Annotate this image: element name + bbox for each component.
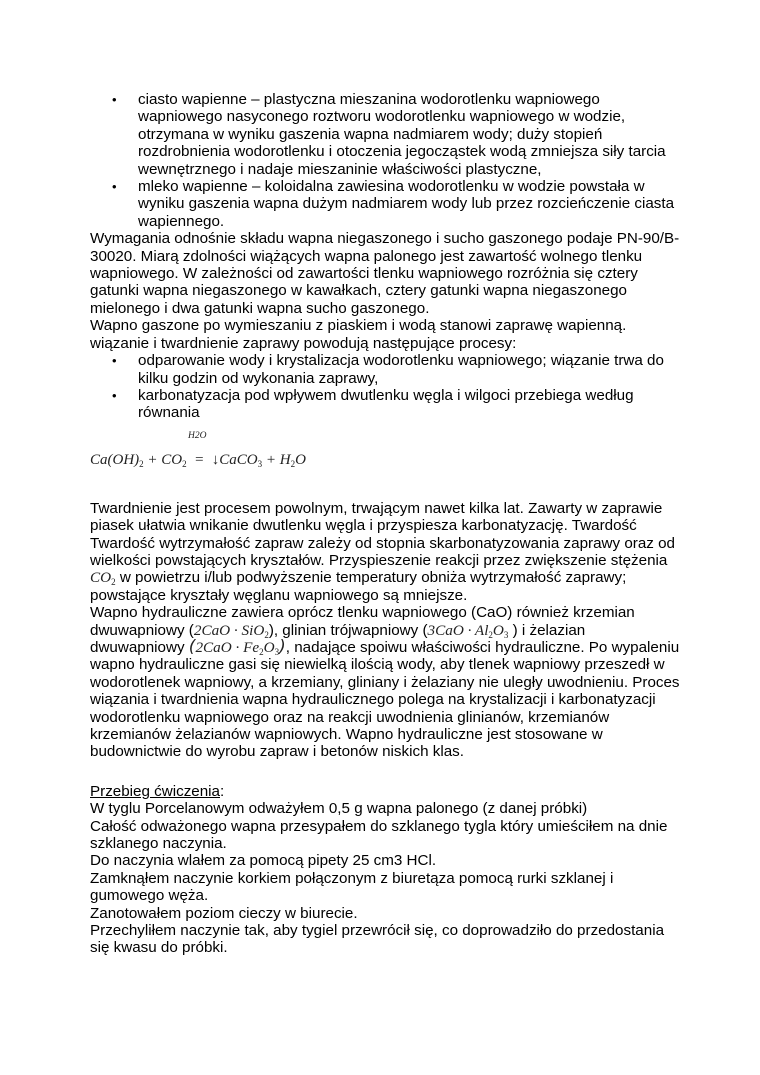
dicalcium-ferrite-formula: $(2CaO \cdot Fe_2O_3)$ (188, 636, 286, 657)
carbonation-equation (90, 422, 680, 478)
procedure-step: W tyglu Porcelanowym odważyłem 0,5 g wapna palonego (z danej próbki) (90, 800, 588, 818)
document-page (90, 91, 680, 957)
hardening-paragraph: Twardnienie jest procesem powolnym, trwającym nawet kilka lat. Zawarty w zaprawie piasek ułatwia wnikanie dwutlenku węgla i przyspiesza karbonatyzację. Twardość Twardość wytrzymałość zapraw zależy od stopnia skarbonatyzowania zaprawy oraz od wielkości powstających kryształów. Przyspieszenie reakcji przez zwiększenie stężenia $CO_2$ w powietrzu i/lub podwyższenie temperatury obniża wytrzymałość zaprawy; powstające kryształy węglanu wapniowego są mniejsze. (90, 499, 675, 604)
tricalcium-aluminate-formula: $3CaO \cdot Al_2O_3$ (427, 621, 509, 640)
procedure-step: Zanotowałem poziom cieczy w biurecie. (90, 904, 358, 922)
down-arrow-icon: ↓ (211, 451, 220, 468)
procedure-heading: Przebieg ćwiczenia: (90, 782, 225, 800)
hydraulic-lime-paragraph: Wapno hydrauliczne zawiera oprócz tlenku wapniowego (CaO) również krzemian dwuwapniowy (2CaO · SiO$_2$), glinian trójwapniowy ($3CaO \cdot Al_2O_3$ ) i żelazian dwuwapniowy $(2CaO \cdot Fe_2O_3)$, nadające spoiwu właściwości hydrauliczne. Po wypaleniu wapno hydrauliczne gasi się niewielką ilością wody, aby tlenek wapniowy przeszedł w wodorotlenek wapniowy, a krzemiany, gliniany i żelaziany nie uległy uwodnieniu. Proces wiązania i twardnienia wapna hydraulicznego polega na krystalizacji i karbonatyzacji wodorotlenku wapniowego oraz na reakcji uwodnienia glinianów, krzemianów krzemianów żelazianów wapniowych. Wapno hydrauliczne jest stosowane w budownictwie do wyrobu zapraw i betonów niskich klas. (90, 604, 680, 761)
procedure-step: Całość odważonego wapna przesypałem do szklanego tygla który umieściłem na dnie szklanego naczynia. (90, 817, 668, 853)
bullet-icon: • (112, 353, 117, 369)
mortar-paragraph: Wapno gaszone po wymieszaniu z piaskiem i wodą stanowi zaprawę wapienną. wiązanie i twardnienie zaprawy powodują następujące procesy: (90, 317, 627, 352)
list-item: • ciasto wapienne – plastyczna mieszanina wodorotlenku wapniowego wapniowego nasyconego roztworu wodorotlenku wapniowego w wodzie, otrzymana w wyniku gaszenia wapna nadmiarem wody; duży stopień rozdrobnienia wodorotlenku i otoczenia jegocząstek wodą zmniejsza siły tarcia wewnętrznego i nadaje mieszaninie właściwości plastyczne, (112, 91, 666, 178)
dicalcium-silicate-formula: 2CaO · SiO$_2$ (193, 621, 269, 640)
procedure-step: Zamknąłem naczynie korkiem połączonym z biuretąza pomocą rurki szklanej i gumowego węża. (90, 869, 614, 905)
procedure-step: Przechyliłem naczynie tak, aby tygiel przewrócił się, co doprowadziło do przedostania się kwasu do próbki. (90, 922, 665, 957)
process-list (90, 352, 680, 422)
equation-formula: $Ca(OH)_2 + CO_2$ = ↓CaCO$_3$ + $H_2O$ (90, 451, 306, 469)
bullet-icon: • (112, 92, 117, 107)
equation-condition: H2O (188, 430, 207, 441)
requirements-paragraph: Wymagania odnośnie składu wapna niegaszonego i sucho gaszonego podaje PN-90/B-30020. Miarą zdolności wiążących wapna palonego jest zawartość wolnego tlenku wapniowego. W zależności od zawartości tlenku wapniowego rozróżnia się cztery gatunki wapna niegaszonego w kawałkach, cztery gatunki wapna niegaszonego mielonego i dwa gatunki wapna sucho gaszonego. (90, 230, 680, 317)
co2-formula: $CO_2$ (90, 569, 116, 588)
bullet-icon: • (112, 179, 117, 195)
list-item: • karbonatyzacja pod wpływem dwutlenku węgla i wilgoci przebiega według równania (112, 386, 634, 422)
bullet-icon: • (112, 387, 117, 403)
procedure-step: Do naczynia wlałem za pomocą pipety 25 cm3 HCl. (90, 852, 437, 870)
list-item: • odparowanie wody i krystalizacja wodorotlenku wapniowego; wiązanie trwa do kilku godzin od wykonania zaprawy, (112, 352, 664, 387)
list-item: • mleko wapienne – koloidalna zawiesina wodorotlenku w wodzie powstała w wyniku gaszenia wapna dużym nadmiarem wody lub przez rozcieńczenie ciasta wapiennego. (112, 178, 675, 230)
lime-types-list (90, 91, 680, 230)
